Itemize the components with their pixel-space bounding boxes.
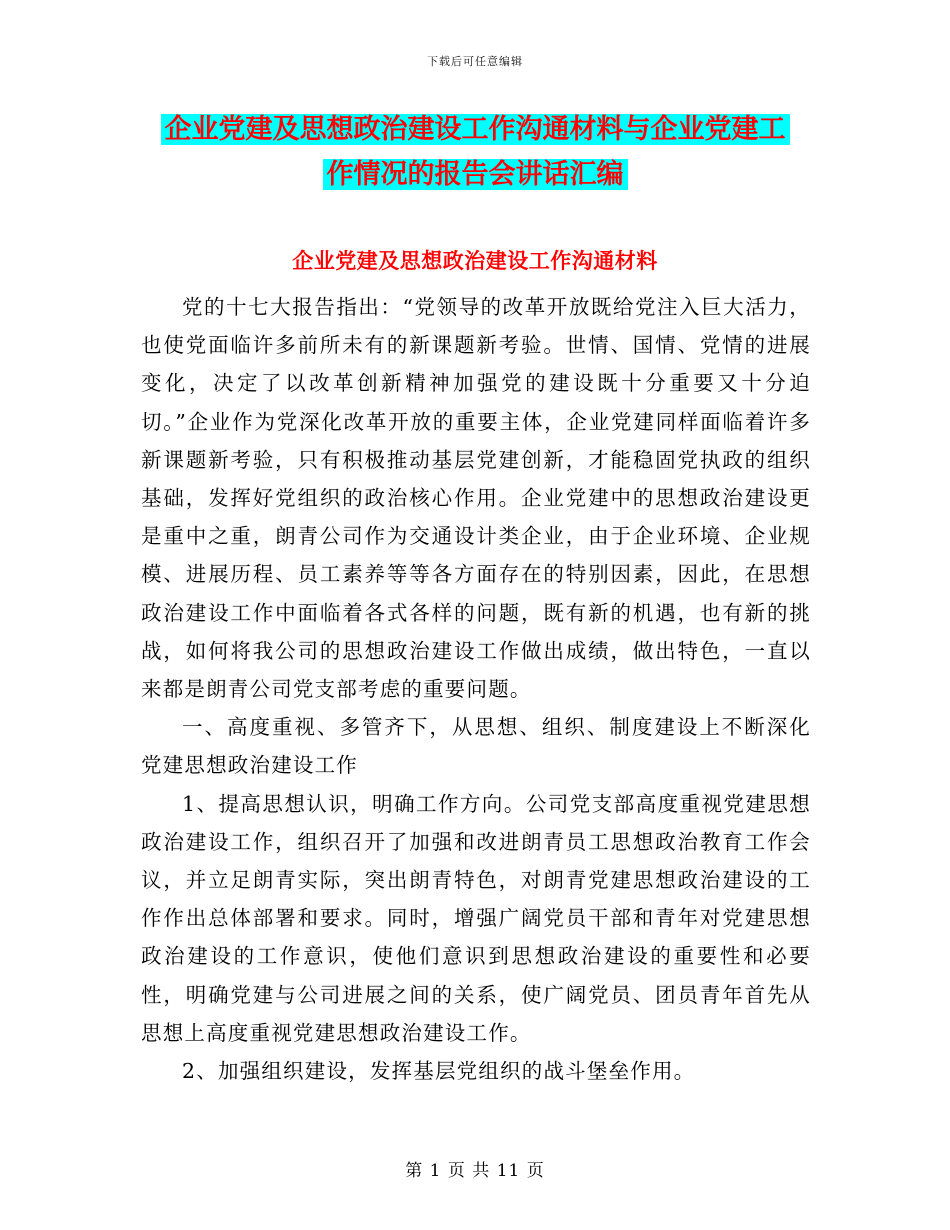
paragraph-heading-1: 一、高度重视、多管齐下，从思想、组织、制度建设上不断深化党建思想政治建设工作: [141, 715, 811, 778]
document-title-line-2-text: 作情况的报告会讲话汇编: [323, 159, 628, 190]
section-title: 企业党建及思想政治建设工作沟通材料: [292, 248, 658, 273]
paragraph-point-2: 2、加强组织建设，发挥基层党组织的战斗堡垒作用。: [182, 1059, 696, 1084]
document-title-line-2: [0, 155, 950, 195]
page-number: 第 1 页 共 11 页: [405, 1161, 545, 1181]
document-title-line-1: [0, 110, 950, 150]
page-header-note: 下载后可任意编辑: [427, 55, 523, 68]
paragraph-point-1: 1、提高思想认识，明确工作方向。公司党支部高度重视党建思想政治建设工作，组织召开了加强和改进朗青员工思想政治教育工作会议，并立足朗青实际，突出朗青特色，对朗青党建思想政治建设的工作作出总体部署和要求。同时，增强广阔党员干部和青年对党建思想政治建设的工作意识，使他们意识到思想政治建设的重要性和必要性，明确党建与公司进展之间的关系，使广阔党员、团员青年首先从思想上高度重视党建思想政治建设工作。: [141, 791, 811, 1045]
document-title-line-1-text: 企业党建及思想政治建设工作沟通材料与企业党建工: [161, 114, 790, 145]
document-body: [141, 288, 811, 1090]
paragraph-intro: 党的十七大报告指出：“党领导的改革开放既给党注入巨大活力，也使党面临许多前所未有的新课题新考验。世情、国情、党情的进展变化，决定了以改革创新精神加强党的建设既十分重要又十分迫切。”企业作为党深化改革开放的重要主体，企业党建同样面临着许多新课题新考验，只有积极推动基层党建创新，才能稳固党执政的组织基础，发挥好党组织的政治核心作用。企业党建中的思想政治建设更是重中之重，朗青公司作为交通设计类企业，由于企业环境、企业规模、进展历程、员工素养等等各方面存在的特别因素，因此，在思想政治建设工作中面临着各式各样的问题，既有新的机遇，也有新的挑战，如何将我公司的思想政治建设工作做出成绩，做出特色，一直以来都是朗青公司党支部考虑的重要问题。: [141, 295, 811, 702]
